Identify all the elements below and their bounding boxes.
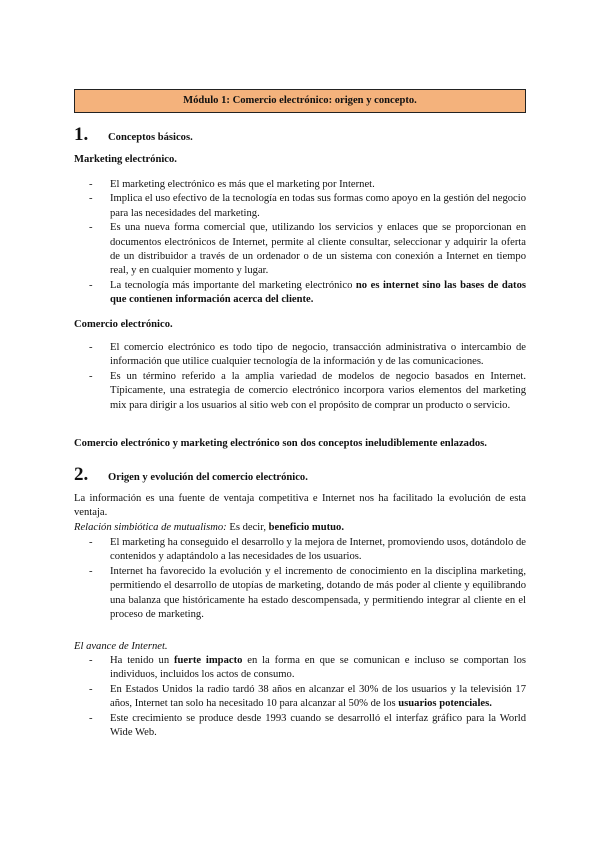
comercio-item-2: - Es un término referido a la amplia variedad de modelos de negocio basados en Internet. Típicamente, una estrategia de comercio electrónico incorpora varios elementos del marketing mix para dirigir a los usuarios al sitio web con el propósito de comprar un producto o servicio. [89,370,526,411]
comercio-list-block [74,341,526,413]
relacion-list-block [74,536,526,622]
marketing-item-4: - La tecnología más importante del marketing electrónico no es internet sino las bases de datos que contienen información acerca del cliente. [89,279,526,306]
avance-item-1: - Ha tenido un fuerte impacto en la forma en que se comunican e incluso se comportan los individuos, incluidos los actos de consumo. [89,655,527,681]
avance-list [74,654,526,740]
marketing-item-1: - El marketing electrónico es más que el marketing por Internet. [89,179,375,190]
relacion-line [74,521,526,535]
comercio-item-1: - El comercio electrónico es todo tipo de negocio, transacción administrativa o intercambio de información que utilice cualquier tecnología de la información y de las comunicaciones. [89,342,526,368]
avance-list-block [74,654,526,740]
section-1-title: Conceptos básicos. [108,132,193,143]
avance-heading: El avance de Internet. [74,641,168,652]
relacion-bold: beneficio mutuo. [268,522,344,533]
section-1-heading [74,124,193,145]
avance-item-3: - Este crecimiento se produce desde 1993 cuando se desarrolló el interfaz gráfico para la World Wide Web. [89,712,526,739]
marketing-item-3: - Es una nueva forma comercial que, utilizando los servicios y enlaces que se proporcionan en documentos electrónicos de Internet, permite al cliente consultar, seleccionar y adquirir la oferta de un distribuidor a través de un ordenador o de un sistema con conexión a Internet en tiempo real, y en cualquier momento y lugar. [89,222,526,277]
marketing-item-2: - Implica el uso efectivo de la tecnología en todas sus formas como apoyo en la gestión del negocio para las necesidades del marketing. [89,193,526,219]
avance-item-2: - En Estados Unidos la radio tardó 38 años en alcanzar el 30% de los usuarios y la televisión 17 años, Internet tan solo ha necesitado 10 para alcanzar al 50% de los usuarios potenciales. [89,683,526,710]
module-title-box [74,89,526,113]
section-2-number: 2. [74,464,89,485]
relacion-item-2: - Internet ha favorecido la evolución y el incremento de conocimiento en la disciplina marketing, permitiendo el desarrollo de utopías de marketing, dotando de más poder al cliente y equilibrando una balanza que históricamente ha estado descompensada, y permitiendo integrar al cliente en el proceso de marketing. [89,565,526,621]
relacion-plain: Es decir, [226,522,269,533]
relacion-list [74,536,526,622]
section-2-intro: La información es una fuente de ventaja competitiva e Internet nos ha facilitado la evolución de esta ventaja. [74,493,526,519]
section-1-number: 1. [74,124,89,145]
section-2-title: Origen y evolución del comercio electrónico. [108,472,308,483]
section-2-heading [74,464,308,485]
marketing-list-block [74,178,526,308]
marketing-heading: Marketing electrónico. [74,154,177,165]
relacion-italic: Relación simbiótica de mutualismo: [74,522,227,533]
comercio-heading: Comercio electrónico. [74,319,173,330]
module-title: Módulo 1: Comercio electrónico: origen y concepto. [183,94,417,106]
marketing-list [74,178,526,308]
comercio-list [74,341,526,413]
conclusion-text: Comercio electrónico y marketing electrónico son dos conceptos ineludiblemente enlazados. [74,438,487,449]
relacion-item-1: - El marketing ha conseguido el desarrollo y la mejora de Internet, promoviendo usos, dotándolo de contenidos y adaptándolo a las necesidades de los usuarios. [89,537,526,563]
